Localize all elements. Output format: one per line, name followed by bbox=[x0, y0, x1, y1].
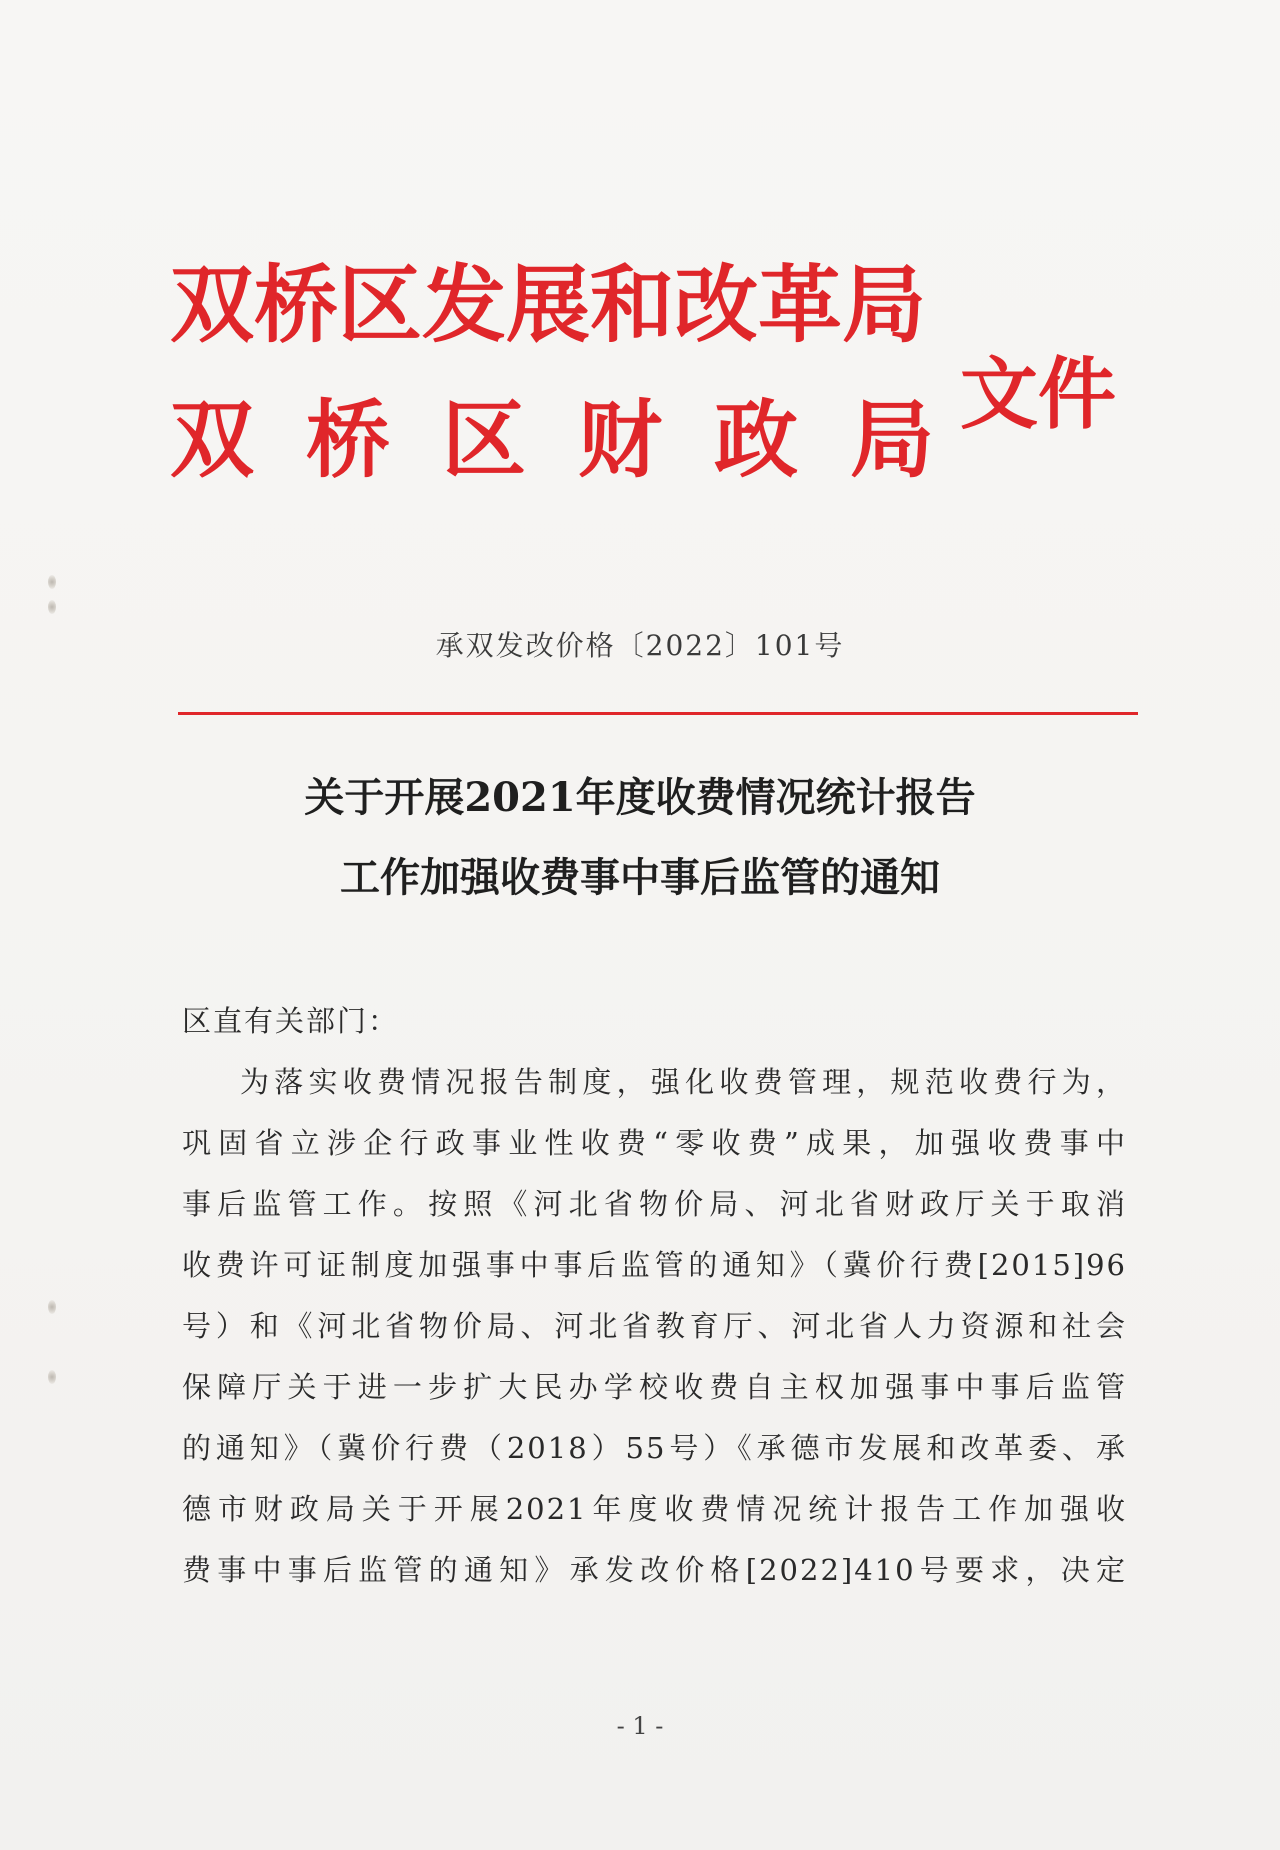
title-line-2: 工作加强收费事中事后监管的通知 bbox=[340, 854, 940, 901]
document-title bbox=[0, 758, 1280, 918]
paragraph-line: 事后监管工作。按照《河北省物价局、河北省财政厅关于取消 bbox=[182, 1187, 1127, 1221]
paragraph-line: 号）和《河北省物价局、河北省教育厅、河北省人力资源和社会 bbox=[182, 1309, 1127, 1343]
title-line-1: 关于开展2021年度收费情况统计报告 bbox=[304, 774, 976, 821]
binding-hole bbox=[48, 575, 56, 589]
issuer-name-2: 双桥区财政局 bbox=[170, 391, 987, 489]
document-header bbox=[170, 250, 1150, 510]
file-label: 文件 bbox=[960, 350, 1117, 440]
document-body bbox=[182, 990, 1127, 1601]
binding-hole bbox=[48, 1370, 56, 1384]
paragraph-line: 德市财政局关于开展2021年度收费情况统计报告工作加强收 bbox=[182, 1492, 1127, 1526]
issuer-name-1: 双桥区发展和改革局 bbox=[170, 256, 927, 354]
salutation: 区直有关部门： bbox=[182, 1004, 400, 1038]
red-divider-line bbox=[178, 712, 1138, 715]
document-number: 承双发改价格〔2022〕101号 bbox=[435, 629, 845, 662]
paragraph-line: 费事中事后监管的通知》承发改价格[2022]410号要求，决定 bbox=[182, 1553, 1127, 1587]
paragraph-line: 收费许可证制度加强事中事后监管的通知》（冀价行费[2015]96 bbox=[182, 1248, 1127, 1282]
paragraph-line: 保障厅关于进一步扩大民办学校收费自主权加强事中事后监管 bbox=[182, 1370, 1127, 1404]
binding-hole bbox=[48, 600, 56, 614]
body-paragraph bbox=[182, 1052, 1127, 1601]
paragraph-line: 巩固省立涉企行政事业性收费“零收费”成果，加强收费事中 bbox=[182, 1126, 1127, 1160]
paragraph-line: 的通知》（冀价行费（2018）55号）《承德市发展和改革委、承 bbox=[182, 1431, 1127, 1465]
paragraph-line: 为落实收费情况报告制度，强化收费管理，规范收费行为， bbox=[240, 1065, 1127, 1099]
page-number: - 1 - bbox=[616, 1712, 664, 1740]
binding-hole bbox=[48, 1300, 56, 1314]
